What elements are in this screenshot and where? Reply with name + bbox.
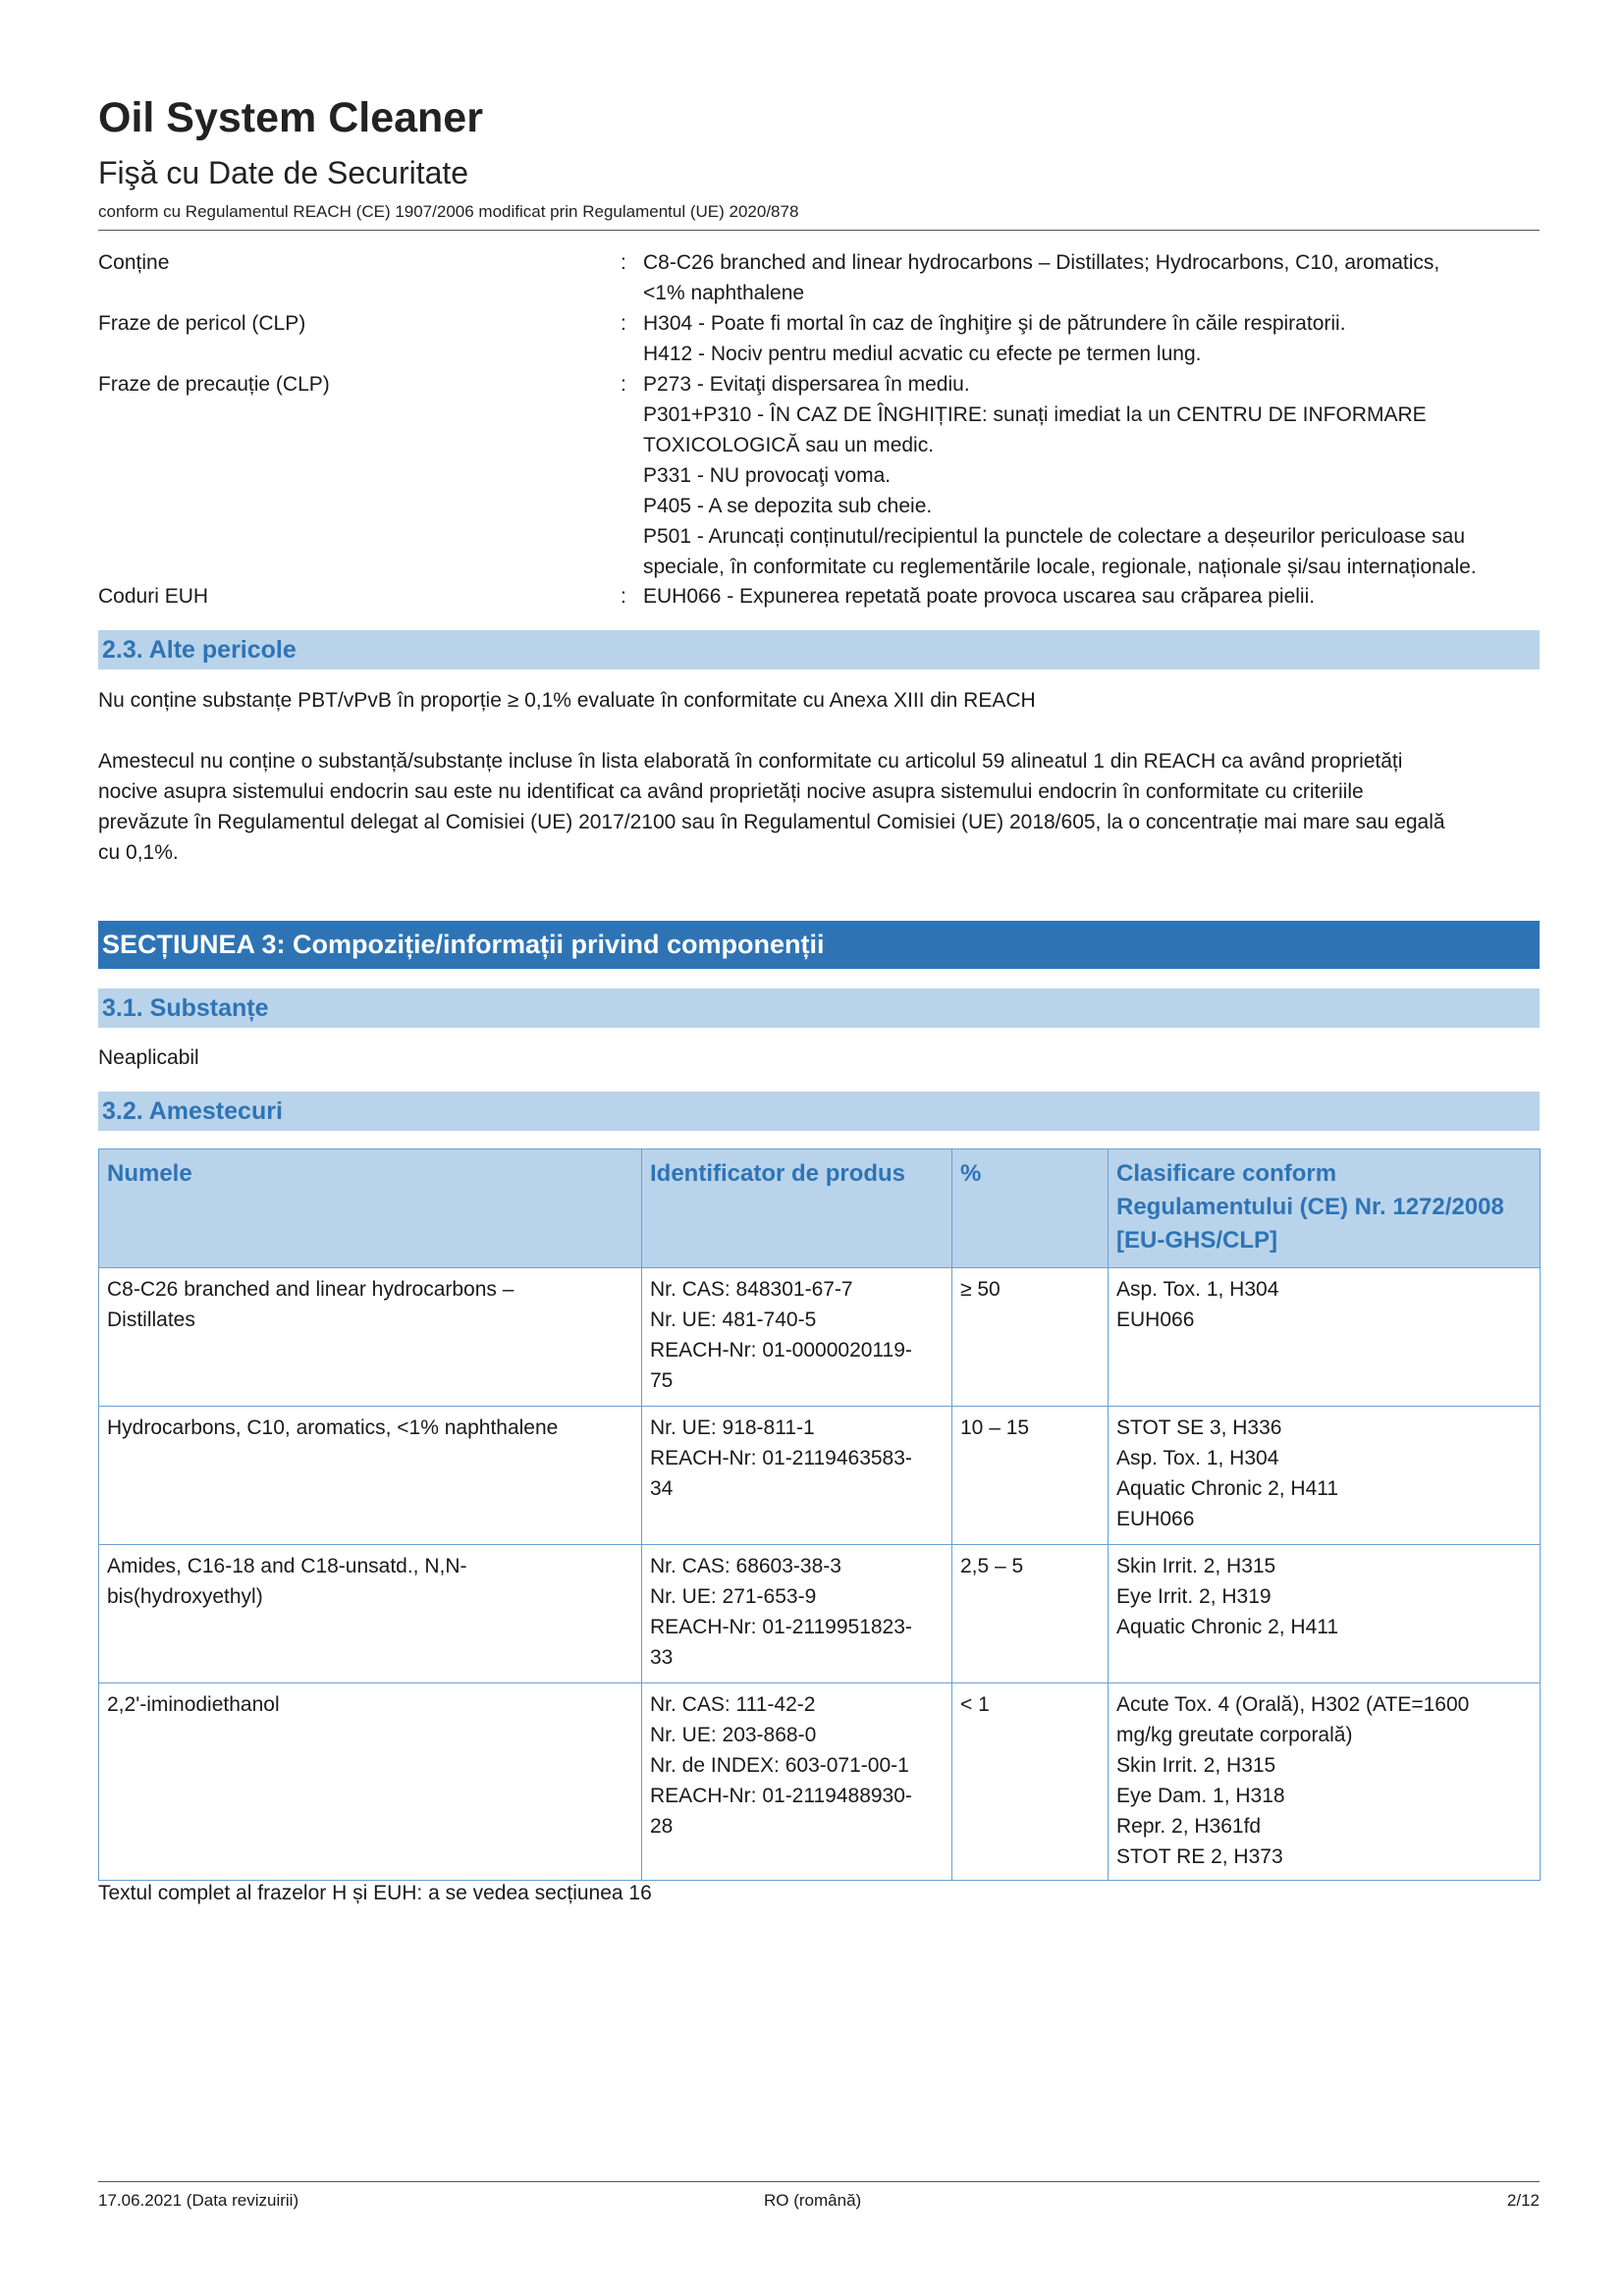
section-3-2-header <box>98 1092 1540 1131</box>
concentration-cell: < 1 <box>952 1683 1109 1881</box>
label-info-value-line: P501 - Aruncați conținutul/recipientul la punctele de colectare a deșeurilor periculoase sau <box>643 525 1466 548</box>
product-identifiers-line: Nr. de INDEX: 603-071-00-1 <box>650 1754 909 1777</box>
classification-line: Acute Tox. 4 (Orală), H302 (ATE=1600 <box>1116 1693 1470 1716</box>
product-identifiers-line: 33 <box>650 1646 674 1669</box>
substances-text: Neaplicabil <box>98 1046 199 1069</box>
endocrine-statement-line: cu 0,1%. <box>98 841 179 864</box>
product-identifiers-line: Nr. CAS: 68603-38-3 <box>650 1555 841 1577</box>
footer-divider <box>98 2181 1540 2182</box>
label-info-value <box>643 581 1540 612</box>
table-row <box>99 1268 1541 1407</box>
label-info-key: Fraze de precauție (CLP) <box>98 373 330 396</box>
classification-line: Eye Dam. 1, H318 <box>1116 1785 1285 1807</box>
product-identifiers-cell <box>642 1545 952 1683</box>
label-info-value-line: <1% naphthalene <box>643 282 805 304</box>
product-identifiers-line: Nr. UE: 481-740-5 <box>650 1308 817 1331</box>
label-info-separator: : <box>621 312 626 335</box>
mixtures-table <box>98 1148 1541 1881</box>
label-info-key: Coduri EUH <box>98 585 209 608</box>
label-info-separator: : <box>621 585 626 608</box>
col-header-classification-line: [EU-GHS/CLP] <box>1116 1227 1277 1254</box>
section-3-header <box>98 921 1540 969</box>
classification-line: Asp. Tox. 1, H304 <box>1116 1278 1279 1301</box>
classification-line: Skin Irrit. 2, H315 <box>1116 1754 1276 1777</box>
label-info-value-line: P405 - A se depozita sub cheie. <box>643 495 933 517</box>
table-header-row <box>99 1149 1541 1268</box>
classification-line: STOT RE 2, H373 <box>1116 1845 1283 1868</box>
component-name-line: Amides, C16-18 and C18-unsatd., N,N- <box>107 1555 467 1577</box>
col-header-classification-line: Clasificare conform <box>1116 1160 1337 1187</box>
product-identifiers-line: 28 <box>650 1815 674 1838</box>
classification-cell <box>1109 1545 1541 1683</box>
component-name-line: 2,2'-iminodiethanol <box>107 1693 280 1716</box>
classification-line: Repr. 2, H361fd <box>1116 1815 1262 1838</box>
classification-line: Aquatic Chronic 2, H411 <box>1116 1616 1339 1638</box>
product-identifiers-line: REACH-Nr: 01-0000020119- <box>650 1339 912 1362</box>
classification-line: Asp. Tox. 1, H304 <box>1116 1447 1279 1469</box>
classification-cell <box>1109 1683 1541 1881</box>
product-identifiers-line: Nr. UE: 918-811-1 <box>650 1416 815 1439</box>
label-info-value-line: speciale, în conformitate cu reglementările locale, regionale, naționale și/sau internaționale. <box>643 556 1477 578</box>
label-info-value-line: C8-C26 branched and linear hydrocarbons – Distillates; Hydrocarbons, C10, aromatics, <box>643 251 1440 274</box>
product-title: Oil System Cleaner <box>98 94 483 141</box>
label-info-value-line: EUH066 - Expunerea repetată poate provoca uscarea sau crăparea pielii. <box>643 585 1316 608</box>
section-3-1-title: 3.1. Substanțe <box>102 994 269 1022</box>
component-name-line: Distillates <box>107 1308 195 1331</box>
product-identifiers-cell <box>642 1683 952 1881</box>
label-info-key: Fraze de pericol (CLP) <box>98 312 306 335</box>
concentration-cell: 2,5 – 5 <box>952 1545 1109 1683</box>
concentration-cell: ≥ 50 <box>952 1268 1109 1407</box>
endocrine-statement-line: prevăzute în Regulamentul delegat al Comisiei (UE) 2017/2100 sau în Regulamentul Comisiei (UE) 2018/605, la o concentrație mai mare sau egală <box>98 811 1445 833</box>
product-identifiers-line: REACH-Nr: 01-2119951823- <box>650 1616 912 1638</box>
label-info-value <box>643 308 1540 369</box>
product-identifiers-line: REACH-Nr: 01-2119463583- <box>650 1447 912 1469</box>
label-info-value-line: P331 - NU provocaţi voma. <box>643 464 892 487</box>
label-info-value <box>643 369 1540 582</box>
label-info-value-line: H412 - Nociv pentru mediul acvatic cu efecte pe termen lung. <box>643 343 1202 365</box>
label-info-value-line: H304 - Poate fi mortal în caz de înghiţire şi de pătrundere în căile respiratorii. <box>643 312 1346 335</box>
product-identifiers-cell <box>642 1407 952 1545</box>
classification-cell <box>1109 1407 1541 1545</box>
component-name-line: C8-C26 branched and linear hydrocarbons – <box>107 1278 514 1301</box>
section-3-1-header <box>98 988 1540 1028</box>
product-identifiers-line: 75 <box>650 1369 674 1392</box>
component-name-cell <box>99 1407 642 1545</box>
regulation-line: conform cu Regulamentul REACH (CE) 1907/2006 modificat prin Regulamentul (UE) 2020/878 <box>98 202 799 221</box>
classification-line: EUH066 <box>1116 1308 1195 1331</box>
section-2-3-title: 2.3. Alte pericole <box>102 636 297 664</box>
table-row <box>99 1407 1541 1545</box>
product-identifiers-line: REACH-Nr: 01-2119488930- <box>650 1785 912 1807</box>
classification-line: Aquatic Chronic 2, H411 <box>1116 1477 1339 1500</box>
col-header-classification <box>1109 1149 1541 1268</box>
label-info-value-line: P301+P310 - ÎN CAZ DE ÎNGHIȚIRE: sunați imediat la un CENTRU DE INFORMARE <box>643 403 1427 426</box>
col-header-identifier: Identificator de produs <box>642 1149 952 1268</box>
endocrine-statement <box>98 746 1540 868</box>
component-name-cell <box>99 1268 642 1407</box>
endocrine-statement-line: Amestecul nu conține o substanță/substanțe incluse în lista elaborată în conformitate cu articolul 59 alineatul 1 din REACH ca având proprietăți <box>98 750 1403 773</box>
classification-line: Eye Irrit. 2, H319 <box>1116 1585 1272 1608</box>
component-name-cell <box>99 1545 642 1683</box>
component-name-line: Hydrocarbons, C10, aromatics, <1% naphthalene <box>107 1416 559 1439</box>
label-info-value <box>643 247 1540 308</box>
revision-date: 17.06.2021 (Data revizuirii) <box>98 2191 299 2210</box>
label-info-key: Conține <box>98 251 170 274</box>
classification-line: STOT SE 3, H336 <box>1116 1416 1282 1439</box>
product-identifiers-line: 34 <box>650 1477 674 1500</box>
col-header-classification-line: Regulamentului (CE) Nr. 1272/2008 <box>1116 1194 1504 1220</box>
component-name-cell <box>99 1683 642 1881</box>
classification-line: Skin Irrit. 2, H315 <box>1116 1555 1276 1577</box>
endocrine-statement-line: nocive asupra sistemului endocrin sau este nu identificat ca având proprietăți nocive asupra sistemului endocrin în conformitate cu criteriile <box>98 780 1364 803</box>
component-name-line: bis(hydroxyethyl) <box>107 1585 263 1608</box>
product-identifiers-line: Nr. CAS: 111-42-2 <box>650 1693 816 1716</box>
product-identifiers-line: Nr. CAS: 848301-67-7 <box>650 1278 853 1301</box>
product-identifiers-line: Nr. UE: 271-653-9 <box>650 1585 817 1608</box>
product-identifiers-cell <box>642 1268 952 1407</box>
pbt-statement: Nu conține substanțe PBT/vPvB în proporție ≥ 0,1% evaluate în conformitate cu Anexa XIII din REACH <box>98 689 1036 712</box>
col-header-percent: % <box>952 1149 1109 1268</box>
product-identifiers-line: Nr. UE: 203-868-0 <box>650 1724 817 1746</box>
section-3-title: SECȚIUNEA 3: Compoziție/informații privind componenții <box>102 930 825 959</box>
document-subtitle: Fişă cu Date de Securitate <box>98 155 469 190</box>
classification-line: EUH066 <box>1116 1508 1195 1530</box>
table-footnote: Textul complet al frazelor H și EUH: a se vedea secțiunea 16 <box>98 1882 652 1904</box>
label-info-separator: : <box>621 373 626 396</box>
label-info-separator: : <box>621 251 626 274</box>
section-2-3-header <box>98 630 1540 669</box>
page-number: 2/12 <box>1506 2191 1540 2210</box>
document-language: RO (română) <box>764 2191 862 2210</box>
concentration-cell: 10 – 15 <box>952 1407 1109 1545</box>
classification-line: mg/kg greutate corporală) <box>1116 1724 1353 1746</box>
col-header-name: Numele <box>99 1149 642 1268</box>
table-row <box>99 1683 1541 1881</box>
label-info-value-line: P273 - Evitaţi dispersarea în mediu. <box>643 373 970 396</box>
classification-cell <box>1109 1268 1541 1407</box>
table-row <box>99 1545 1541 1683</box>
section-3-2-title: 3.2. Amestecuri <box>102 1097 283 1125</box>
label-info-value-line: TOXICOLOGICĂ sau un medic. <box>643 434 935 456</box>
header-divider <box>98 230 1540 231</box>
